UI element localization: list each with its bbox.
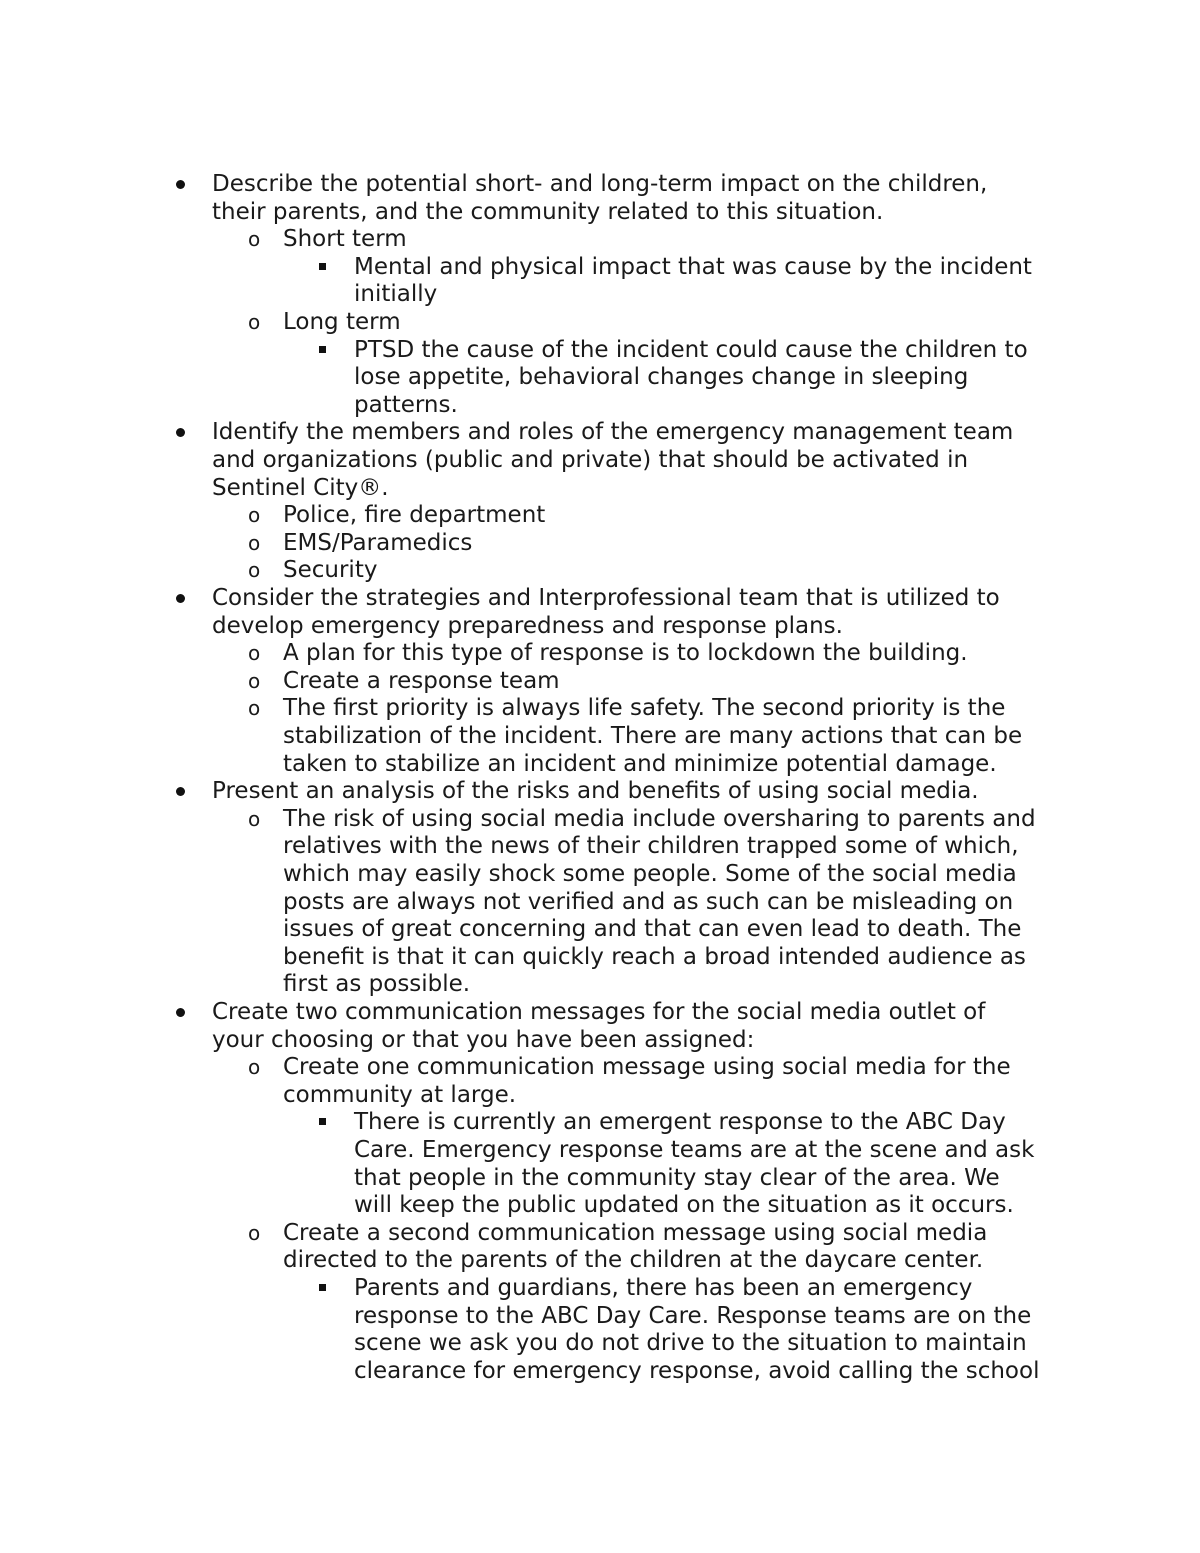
list-item-text-line: scene we ask you do not drive to the situation to maintain xyxy=(354,1330,1027,1356)
list-item-text-line: Mental and physical impact that was cause by the incident xyxy=(354,254,1032,280)
list-item-text-line: response to the ABC Day Care. Response teams are on the xyxy=(354,1303,1032,1329)
list-item-text-line: The first priority is always life safety. The second priority is the xyxy=(283,695,1006,721)
list-item-text-line: develop emergency preparedness and response plans. xyxy=(212,613,843,639)
list-item-text-line: Care. Emergency response teams are at the scene and ask xyxy=(354,1137,1035,1163)
bullet-circle-icon: o xyxy=(248,641,261,665)
list-item-text-line: Long term xyxy=(283,309,401,335)
bullet-square-icon xyxy=(319,253,326,281)
list-item-text-line: that people in the community stay clear of the area. We xyxy=(354,1165,1000,1191)
bullet-circle-icon: o xyxy=(248,531,261,555)
bullet-circle-icon: o xyxy=(248,696,261,720)
list-item-text-line: Present an analysis of the risks and benefits of using social media. xyxy=(212,778,979,804)
list-item-text-line: The risk of using social media include oversharing to parents and xyxy=(283,806,1036,832)
bullet-dot-icon xyxy=(176,998,185,1026)
list-item-text-line: first as possible. xyxy=(283,971,471,997)
list-item-text-line: Security xyxy=(283,557,378,583)
list-item-text-line: clearance for emergency response, avoid calling the school xyxy=(354,1358,1040,1384)
list-item-text-line: taken to stabilize an incident and minimize potential damage. xyxy=(283,751,997,777)
list-item-text-line: and organizations (public and private) that should be activated in xyxy=(212,447,969,473)
list-item-text-line: Create one communication message using social media for the xyxy=(283,1054,1011,1080)
list-item-text-line: community at large. xyxy=(283,1082,517,1108)
list-item-text-line: patterns. xyxy=(354,392,458,418)
list-item-text-line: stabilization of the incident. There are many actions that can be xyxy=(283,723,1023,749)
list-item-text-line: which may easily shock some people. Some of the social media xyxy=(283,861,1017,887)
list-item-text-line: Create a response team xyxy=(283,668,560,694)
bullet-square-icon xyxy=(319,1274,326,1302)
bullet-dot-icon xyxy=(176,777,185,805)
bullet-dot-icon xyxy=(176,170,185,198)
list-item-text-line: Short term xyxy=(283,226,407,252)
list-item-text-line: directed to the parents of the children at the daycare center. xyxy=(283,1247,984,1273)
bullet-circle-icon: o xyxy=(248,807,261,831)
bullet-circle-icon: o xyxy=(248,1221,261,1245)
list-item-text-line: posts are always not verified and as such can be misleading on xyxy=(283,889,1014,915)
list-item-text-line: issues of great concerning and that can even lead to death. The xyxy=(283,916,1022,942)
bullet-square-icon xyxy=(319,336,326,364)
bullet-circle-icon: o xyxy=(248,310,261,334)
list-item-text-line: relatives with the news of their children trapped some of which, xyxy=(283,833,1019,859)
bullet-circle-icon: o xyxy=(248,1055,261,1079)
list-item-text-line: your choosing or that you have been assigned: xyxy=(212,1027,755,1053)
list-item-text-line: Identify the members and roles of the emergency management team xyxy=(212,419,1014,445)
list-item-text-line: Parents and guardians, there has been an emergency xyxy=(354,1275,973,1301)
list-item-text-line: EMS/Paramedics xyxy=(283,530,473,556)
bullet-dot-icon xyxy=(176,584,185,612)
list-item-text-line: their parents, and the community related to this situation. xyxy=(212,199,884,225)
bullet-circle-icon: o xyxy=(248,503,261,527)
list-item-text-line: PTSD the cause of the incident could cause the children to xyxy=(354,337,1028,363)
list-item-text-line: There is currently an emergent response to the ABC Day xyxy=(354,1109,1006,1135)
list-item-text-line: benefit is that it can quickly reach a broad intended audience as xyxy=(283,944,1026,970)
bullet-square-icon xyxy=(319,1108,326,1136)
bullet-circle-icon: o xyxy=(248,669,261,693)
list-item-text-line: initially xyxy=(354,281,438,307)
list-item-text-line: Sentinel City®. xyxy=(212,475,389,501)
list-item-text-line: Police, fire department xyxy=(283,502,546,528)
bullet-circle-icon: o xyxy=(248,227,261,251)
bullet-circle-icon: o xyxy=(248,558,261,582)
list-item-text-line: Describe the potential short- and long-term impact on the children, xyxy=(212,171,988,197)
list-item-text-line: Create a second communication message using social media xyxy=(283,1220,988,1246)
list-item-text-line: Consider the strategies and Interprofessional team that is utilized to xyxy=(212,585,1000,611)
list-item-text-line: A plan for this type of response is to lockdown the building. xyxy=(283,640,968,666)
list-item-text-line: Create two communication messages for the social media outlet of xyxy=(212,999,986,1025)
list-item-text-line: will keep the public updated on the situation as it occurs. xyxy=(354,1192,1014,1218)
list-item-text-line: lose appetite, behavioral changes change in sleeping xyxy=(354,364,969,390)
bullet-dot-icon xyxy=(176,418,185,446)
